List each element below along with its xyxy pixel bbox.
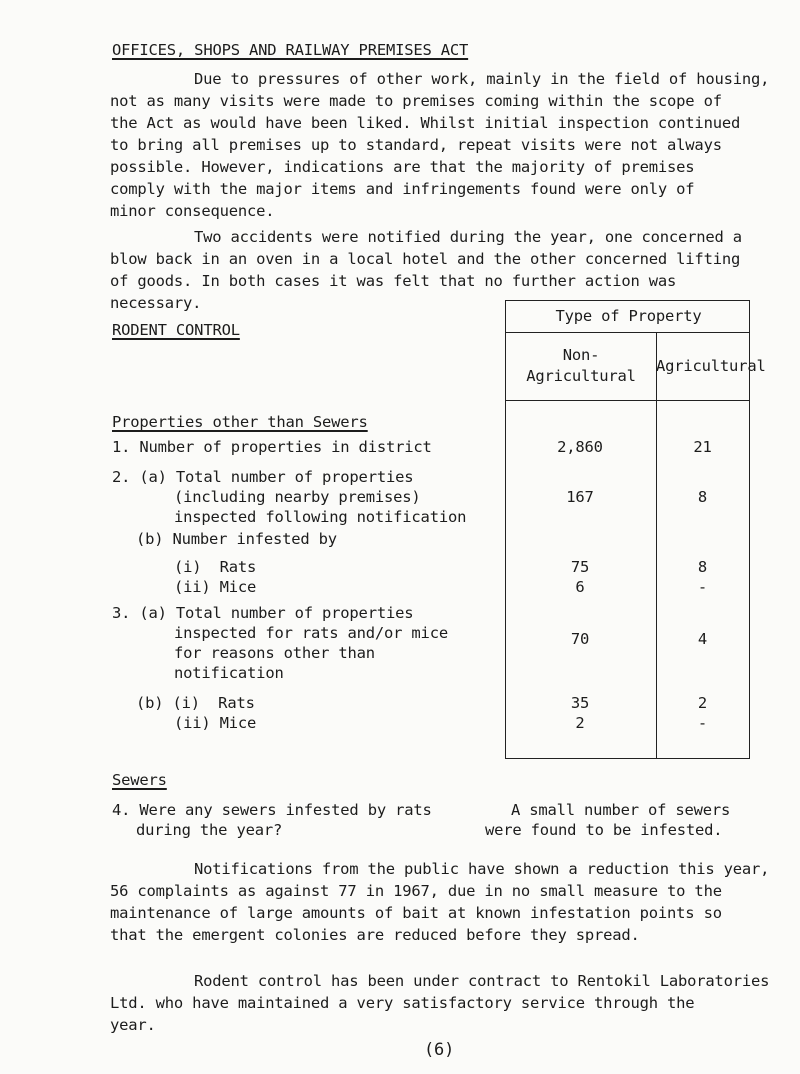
notifications-paragraph: Notifications from the public have shown a reduction this year, 56 complaints as against 77 in 1967, due in no small measure to the maintenance of large amounts of bait at known infestation points so that the emergent colonies are reduced before they spread. <box>110 860 770 944</box>
row-3b-ii-label: (ii) Mice <box>174 714 257 732</box>
accidents-paragraph: Two accidents were notified during the year, one concerned a blow back in an oven in a local hotel and the other concerned lifting of goods. In both cases it was felt that no further action was necessary. <box>110 228 742 312</box>
row-2b-ii-non-agri: 6 <box>575 578 585 596</box>
row-2a-label-2: (including nearby premises) <box>174 488 421 506</box>
rodent-control-title: RODENT CONTROL <box>112 321 240 339</box>
row-3a-label-2: inspected for rats and/or mice <box>174 624 448 642</box>
row-2a-agri: 8 <box>697 488 708 506</box>
section-title: OFFICES, SHOPS AND RAILWAY PREMISES ACT <box>112 41 469 59</box>
row-3a-agri: 4 <box>697 630 708 648</box>
table-header: Type of Property <box>555 307 702 325</box>
row-2b-ii-label: (ii) Mice <box>174 578 257 596</box>
row-3a-non-agri: 70 <box>570 630 590 648</box>
row-3a-label-3: for reasons other than <box>174 644 375 662</box>
sewers-question-2: during the year? <box>136 821 283 839</box>
row-3b-i-label: (b) (i) Rats <box>136 694 255 712</box>
row-3a-label-4: notification <box>174 664 284 682</box>
row-3b-ii-agri: - <box>697 714 708 732</box>
row-2b-i-non-agri: 75 <box>570 558 590 576</box>
sewers-question-1: 4. Were any sewers infested by rats <box>112 801 432 819</box>
row-1-non-agri: 2,860 <box>557 438 603 456</box>
intro-paragraph: Due to pressures of other work, mainly in the field of housing, not as many visits were made to premises coming within the scope of the Act as would have been liked. Whilst initial inspection continued to bring all premises up to standard, repeat visits were not always possible. However, indications are that the majority of premises comply with the major items and infringements found were only of minor consequence. <box>110 70 770 220</box>
row-2b-label: (b) Number infested by <box>136 530 337 548</box>
row-1-agri: 21 <box>693 438 712 456</box>
col-agricultural-header: Agricultural <box>656 357 766 375</box>
row-1-label: 1. Number of properties in district <box>112 438 432 456</box>
row-3b-i-non-agri: 35 <box>570 694 590 712</box>
row-2a-label-3: inspected following notification <box>174 508 467 526</box>
properties-title: Properties other than Sewers <box>112 413 368 431</box>
row-2b-i-agri: 8 <box>697 558 708 576</box>
sewers-answer-1: A small number of sewers <box>511 801 731 819</box>
row-3b-i-agri: 2 <box>697 694 708 712</box>
col-non-agricultural-header: Non- Agricultural <box>526 346 636 385</box>
table-header-rule <box>506 332 749 333</box>
row-2b-ii-agri: - <box>697 578 708 596</box>
row-2a-non-agri: 167 <box>566 488 594 506</box>
sewers-answer-2: were found to be infested. <box>485 821 723 839</box>
sewers-title: Sewers <box>112 771 167 789</box>
row-3a-label-1: 3. (a) Total number of properties <box>112 604 414 622</box>
contract-paragraph: Rodent control has been under contract to Rentokil Laboratories Ltd. who have maintained a very satisfactory service through the year. <box>110 972 770 1034</box>
row-3b-ii-non-agri: 2 <box>575 714 585 732</box>
row-2b-i-label: (i) Rats <box>174 558 257 576</box>
property-type-table <box>505 300 766 759</box>
row-2a-label-1: 2. (a) Total number of properties <box>112 468 414 486</box>
page-number: (6) <box>424 1040 455 1060</box>
table-subheader-rule <box>506 400 749 401</box>
